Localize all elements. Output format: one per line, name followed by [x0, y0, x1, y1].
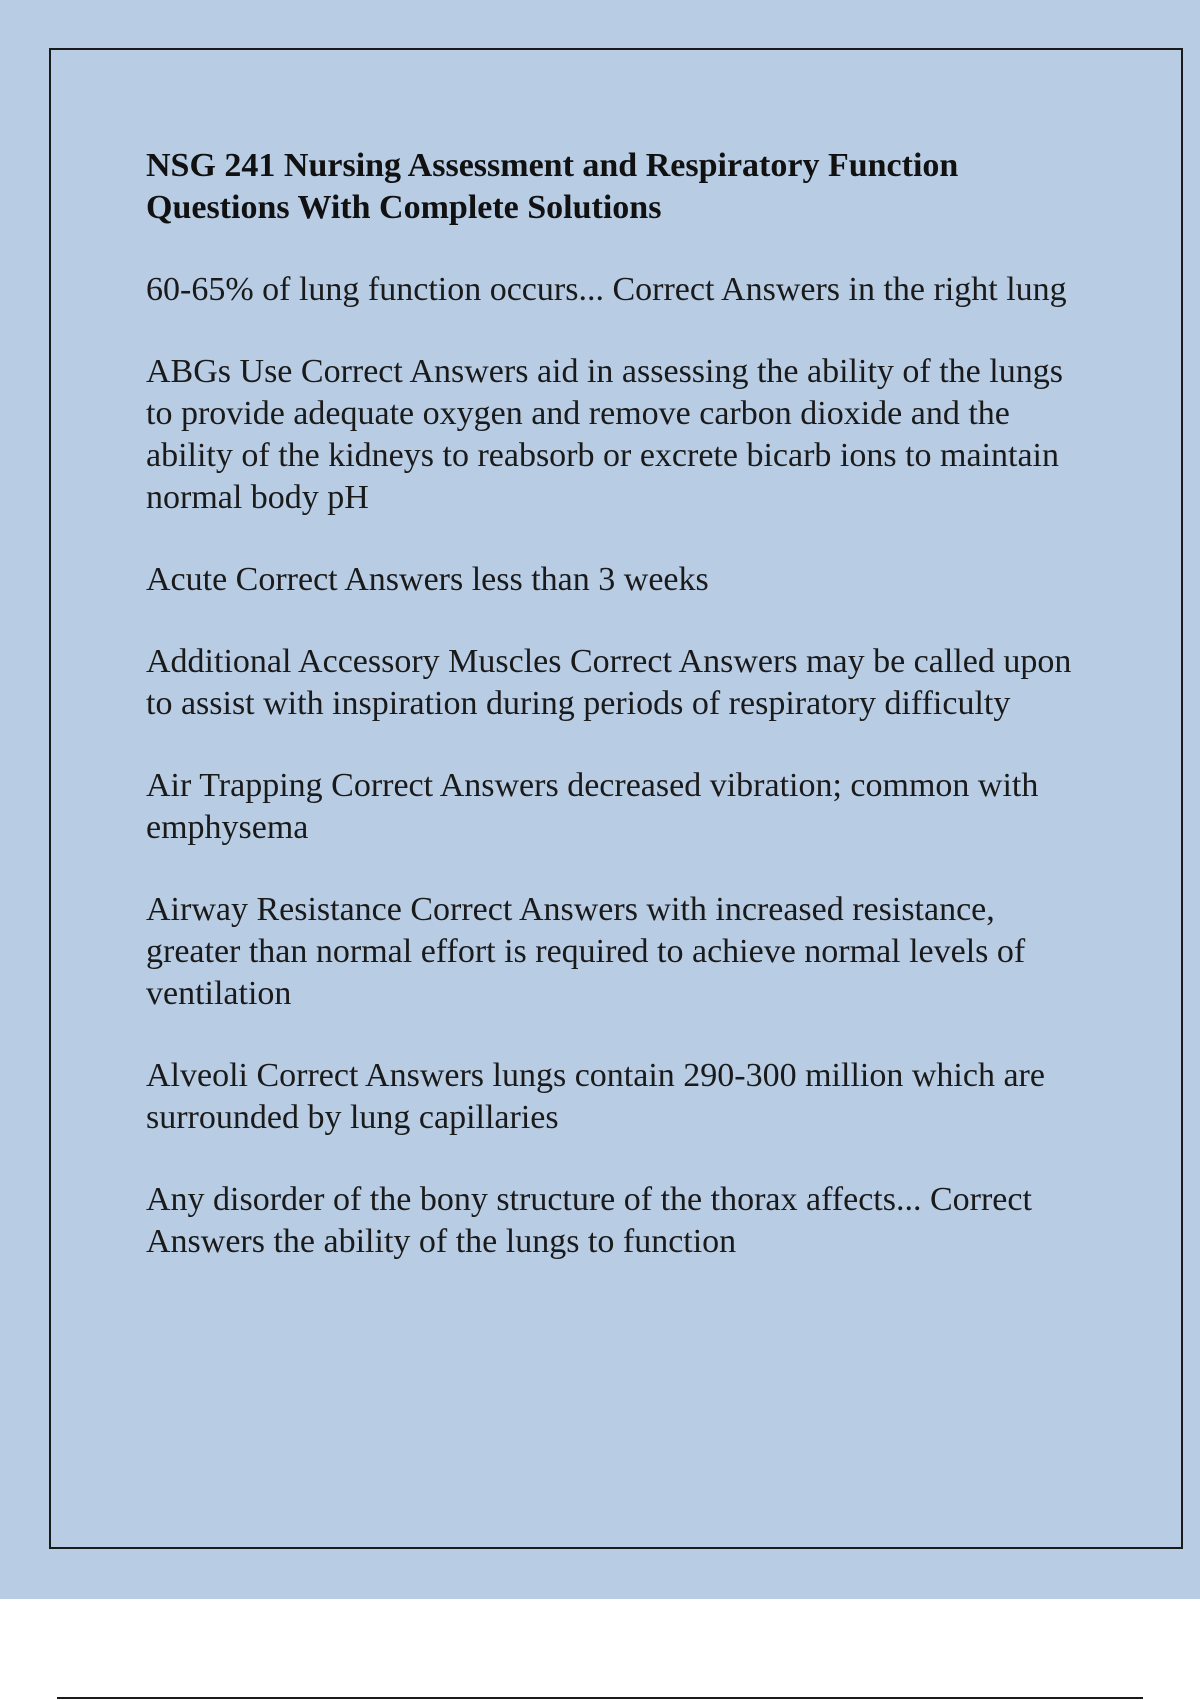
footer-rule — [57, 1697, 1143, 1699]
qa-item: Airway Resistance Correct Answers with increased resistance, greater than normal effort is required to achieve normal levels of ventilation — [146, 891, 1026, 1012]
qa-item: Any disorder of the bony structure of the thorax affects... Correct Answers the ability of the lungs to function — [146, 1181, 1032, 1260]
qa-item: ABGs Use Correct Answers aid in assessing the ability of the lungs to provide adequate oxygen and remove carbon dioxide and the ability of the kidneys to reabsorb or excrete bicarb ions to maintain normal body pH — [146, 353, 1063, 516]
qa-item: Additional Accessory Muscles Correct Answers may be called upon to assist with inspiration during periods of respiratory difficulty — [146, 643, 1072, 722]
qa-item: Air Trapping Correct Answers decreased vibration; common with emphysema — [146, 767, 1039, 846]
qa-item: Acute Correct Answers less than 3 weeks — [146, 561, 709, 598]
document-content — [146, 145, 1096, 1303]
qa-list — [146, 269, 1096, 1263]
document-title: NSG 241 Nursing Assessment and Respiratory Function Questions With Complete Solutions — [146, 147, 959, 226]
qa-item: 60-65% of lung function occurs... Correct Answers in the right lung — [146, 271, 1067, 308]
qa-item: Alveoli Correct Answers lungs contain 290-300 million which are surrounded by lung capillaries — [146, 1057, 1045, 1136]
